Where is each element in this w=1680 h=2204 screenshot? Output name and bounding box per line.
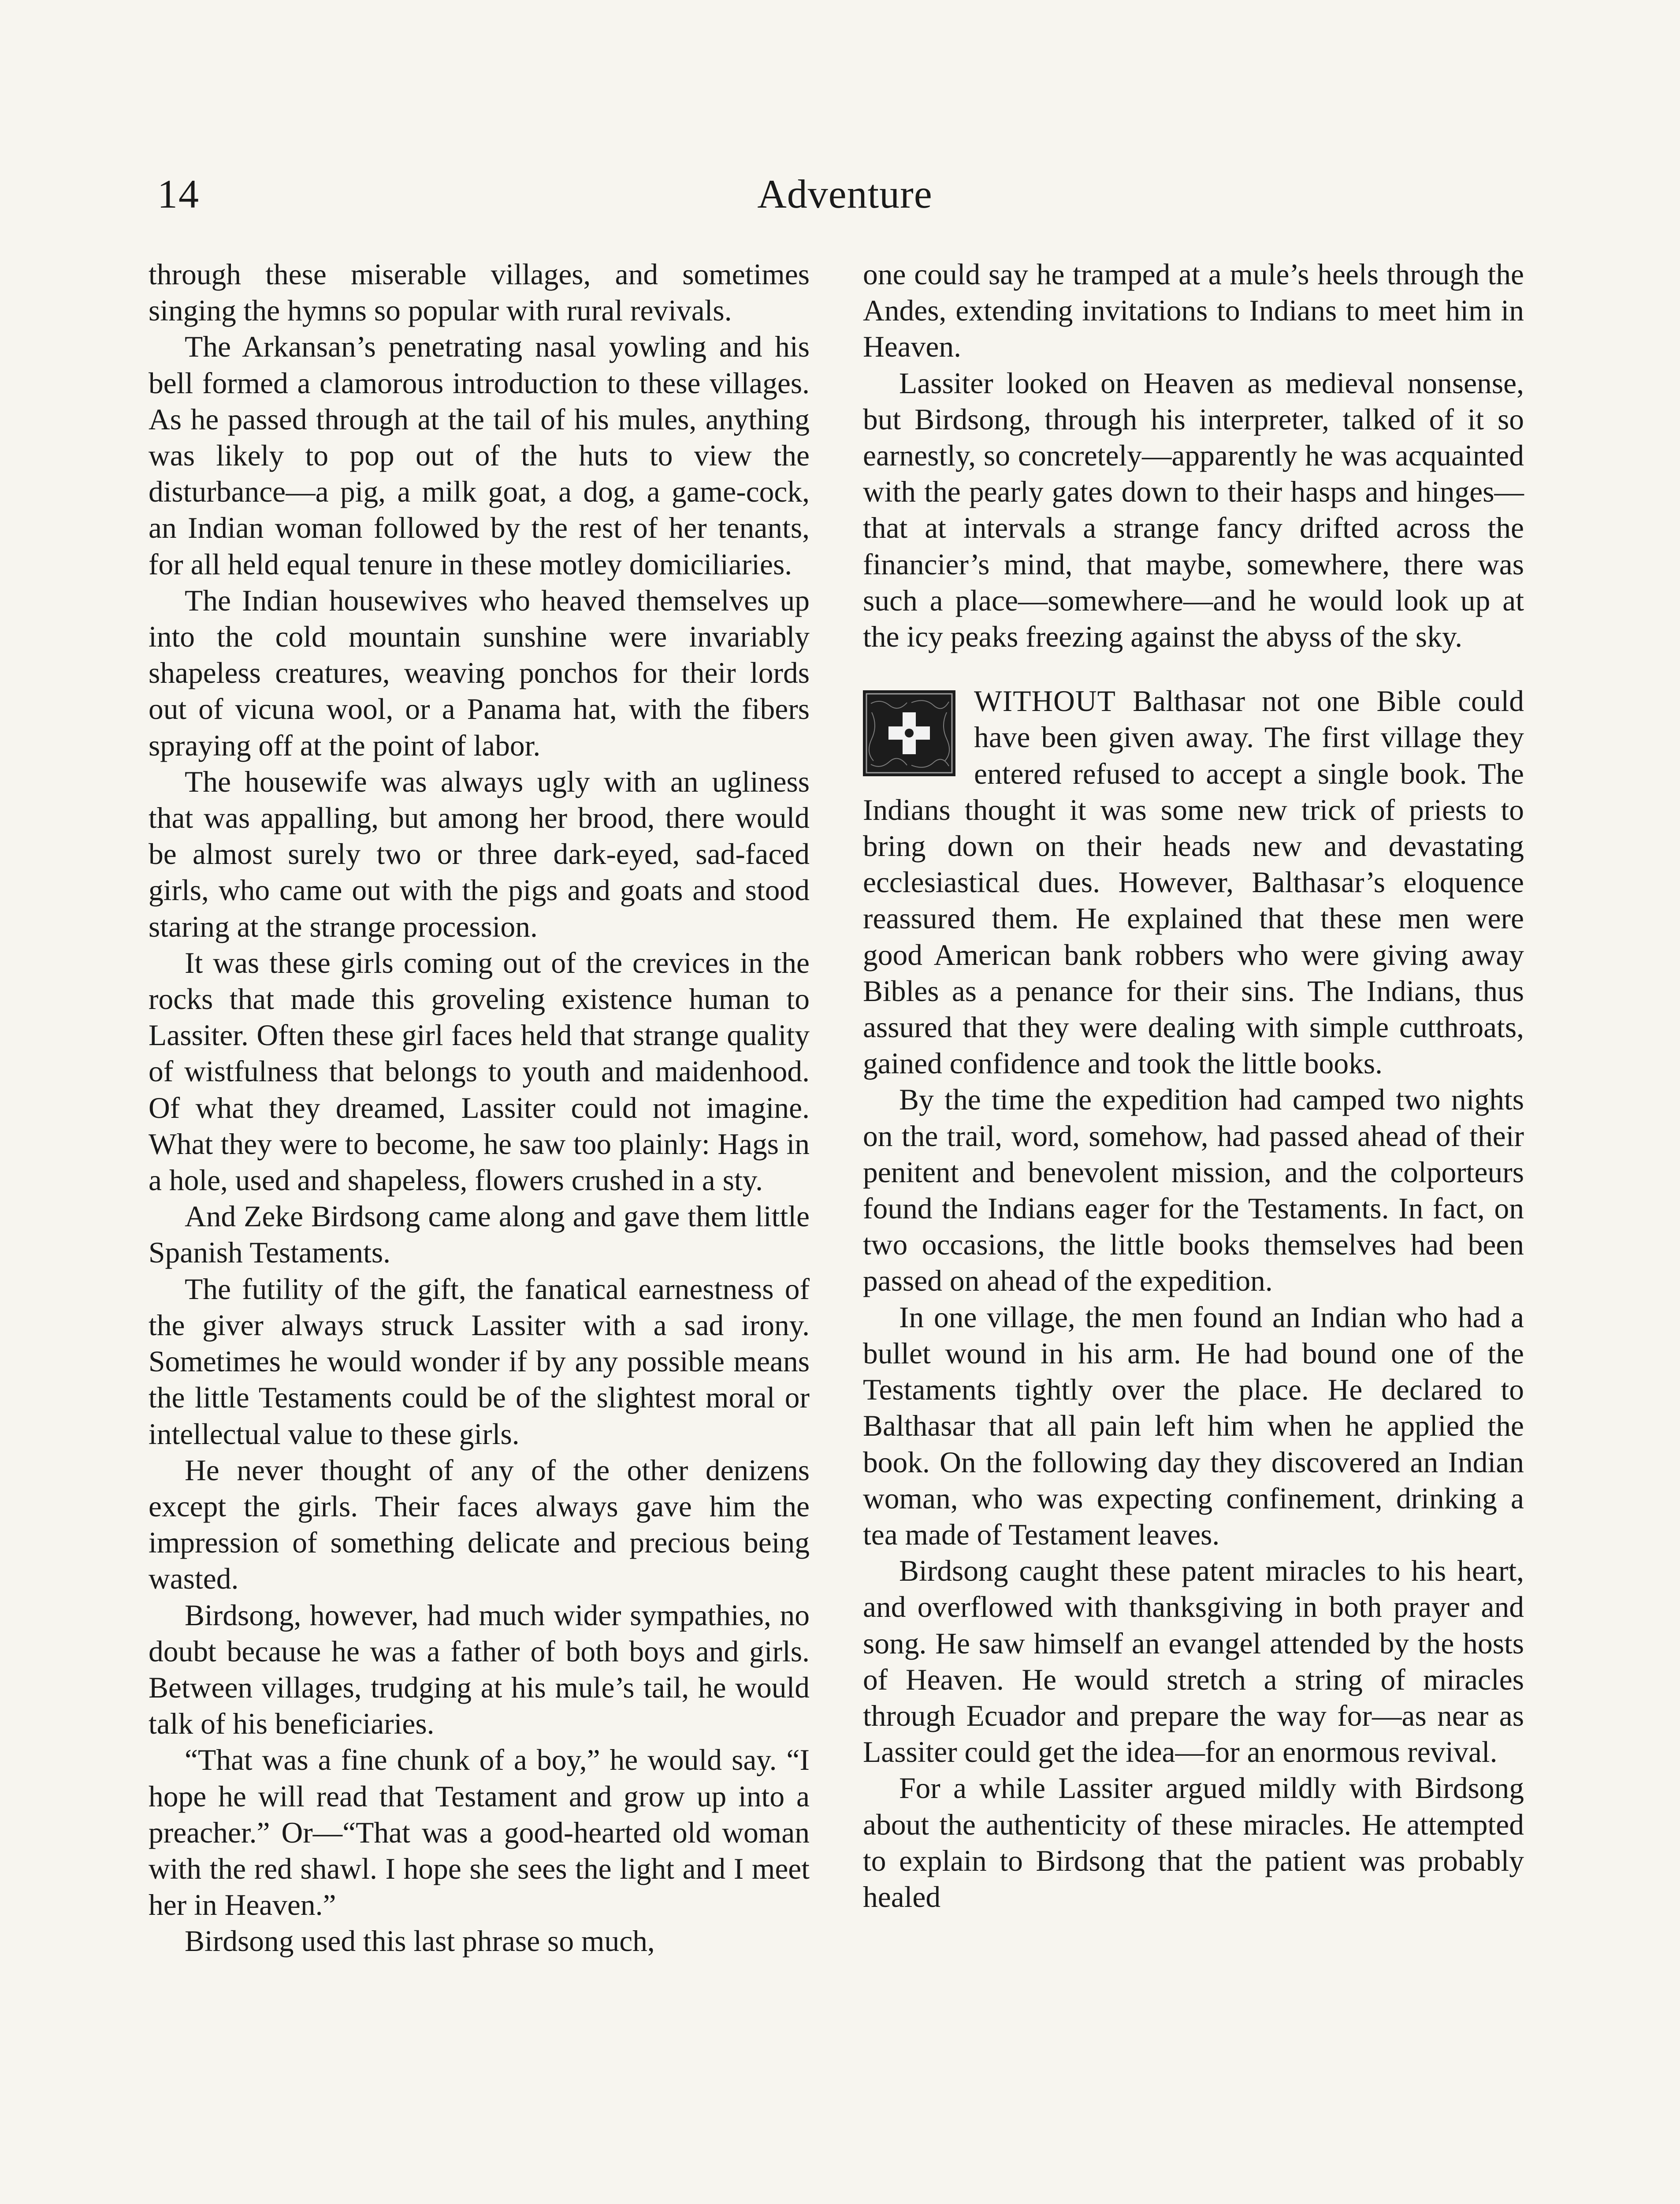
section-opening-paragraph [863, 683, 1524, 1082]
paragraph: In one village, the men found an Indian who had a bullet wound in his arm. He had bound one of the Testaments tightly over the place. He declared to Balthasar that all pain left him when he applied the book. On the following day they discovered an Indian woman, who was expecting confinement, drinking a tea made of Testament leaves. [863, 1300, 1524, 1551]
paragraph: through these miserable villages, and sometimes singing the hymns so popular with rural revivals. [149, 258, 810, 328]
paragraph: The Arkansan’s penetrating nasal yowling and his bell formed a clamorous introduction to these villages. As he passed through at the tail of his mules, anything was likely to pop out of the huts to view the disturbance—a pig, a milk goat, a dog, a game-cock, an Indian woman followed by the rest of her tenants, for all held equal tenure in these motley domiciliaries. [149, 330, 810, 581]
paragraph: Birdsong, however, had much wider sympathies, no doubt because he was a father of both boys and girls. Between villages, trudging at his mule’s tail, he would talk of his beneficiaries. [149, 1598, 810, 1741]
paragraph: He never thought of any of the other denizens except the girls. Their faces always gave him the impression of something delicate and precious being wasted. [149, 1453, 810, 1596]
decorative-cross-ornament-icon [863, 690, 955, 776]
right-column [863, 257, 1524, 1915]
paragraph: It was these girls coming out of the crevices in the rocks that made this groveling existence human to Lassiter. Often these girl faces held that strange quality of wistfulness that belongs to youth and maidenhood. Of what they dreamed, Lassiter could not imagine. What they were to become, he saw too plainly: Hags in a hole, used and shapeless, flowers crushed in a sty. [149, 946, 810, 1197]
paragraph: The Indian housewives who heaved themselves up into the cold mountain sunshine were invariably shapeless creatures, weaving ponchos for their lords out of vicuna wool, or a Panama hat, with the fibers spraying off at the point of labor. [149, 584, 810, 762]
paragraph: Birdsong used this last phrase so much, [185, 1925, 655, 1958]
paragraph: The housewife was always ugly with an ugliness that was appalling, but among her brood, there would be almost surely two or three dark-eyed, sad-faced girls, who came out with the pigs and goats and stood staring at the strange procession. [149, 765, 810, 943]
paragraph: one could say he tramped at a mule’s heels through the Andes, extending invitations to Indians to meet him in Heaven. [863, 258, 1524, 364]
left-column [149, 257, 810, 1960]
paragraph: By the time the expedition had camped two nights on the trail, word, somehow, had passed ahead of their penitent and benevolent mission, and the colporteurs found the Indians eager for the Testaments. In fact, on two occasions, the little books themselves had been passed on ahead of the expedition. [863, 1083, 1524, 1298]
page-header [157, 168, 1532, 220]
paragraph: And Zeke Birdsong came along and gave them little Spanish Testaments. [149, 1200, 810, 1270]
paragraph: “That was a fine chunk of a boy,” he would say. “I hope he will read that Testament and grow up into a preacher.” Or—“That was a good-hearted old woman with the red shawl. I hope she sees the light and I meet her in Heaven.” [149, 1743, 810, 1922]
paragraph-text: Balthasar not one Bible could have been given away. The first village they entered refused to accept a single book. The Indians thought it was some new trick of priests to bring down on their heads new and devastating ecclesiastical dues. However, Balthasar’s eloquence reassured them. He explained that these men were good American bank robbers who were giving away Bibles as a penance for their sins. The Indians, thus assured that they were dealing with simple cutthroats, gained confidence and took the little books. [863, 685, 1524, 1080]
page-number: 14 [157, 171, 200, 216]
paragraph: The futility of the gift, the fanatical earnestness of the giver always struck Lassiter with a sad irony. Sometimes he would wonder if by any possible means the little Testaments could be of the slightest moral or intellectual value to these girls. [149, 1272, 810, 1451]
paragraph: For a while Lassiter argued mildly with Birdsong about the authenticity of these miracles. He attempted to explain to Birdsong that the patient was probably healed [863, 1772, 1524, 1914]
paragraph: Lassiter looked on Heaven as medieval nonsense, but Birdsong, through his interpreter, talked of it so earnestly, so concretely—apparently he was acquainted with the pearly gates down to their hasps and hinges—that at intervals a strange fancy drifted across the financier’s mind, that maybe, somewhere, there was such a place—somewhere—and he would look up at the icy peaks freezing against the abyss of the sky. [863, 366, 1524, 654]
ornament-graphic [863, 690, 955, 776]
paragraph: Birdsong caught these patent miracles to his heart, and overflowed with thanksgiving in both prayer and song. He saw himself an evangel attended by the hosts of Heaven. He would stretch a string of miracles through Ecuador and prepare the way for—as near as Lassiter could get the idea—for an enormous revival. [863, 1554, 1524, 1769]
section-lead-word: WITHOUT [974, 685, 1116, 718]
page-title: Adventure [757, 171, 933, 216]
